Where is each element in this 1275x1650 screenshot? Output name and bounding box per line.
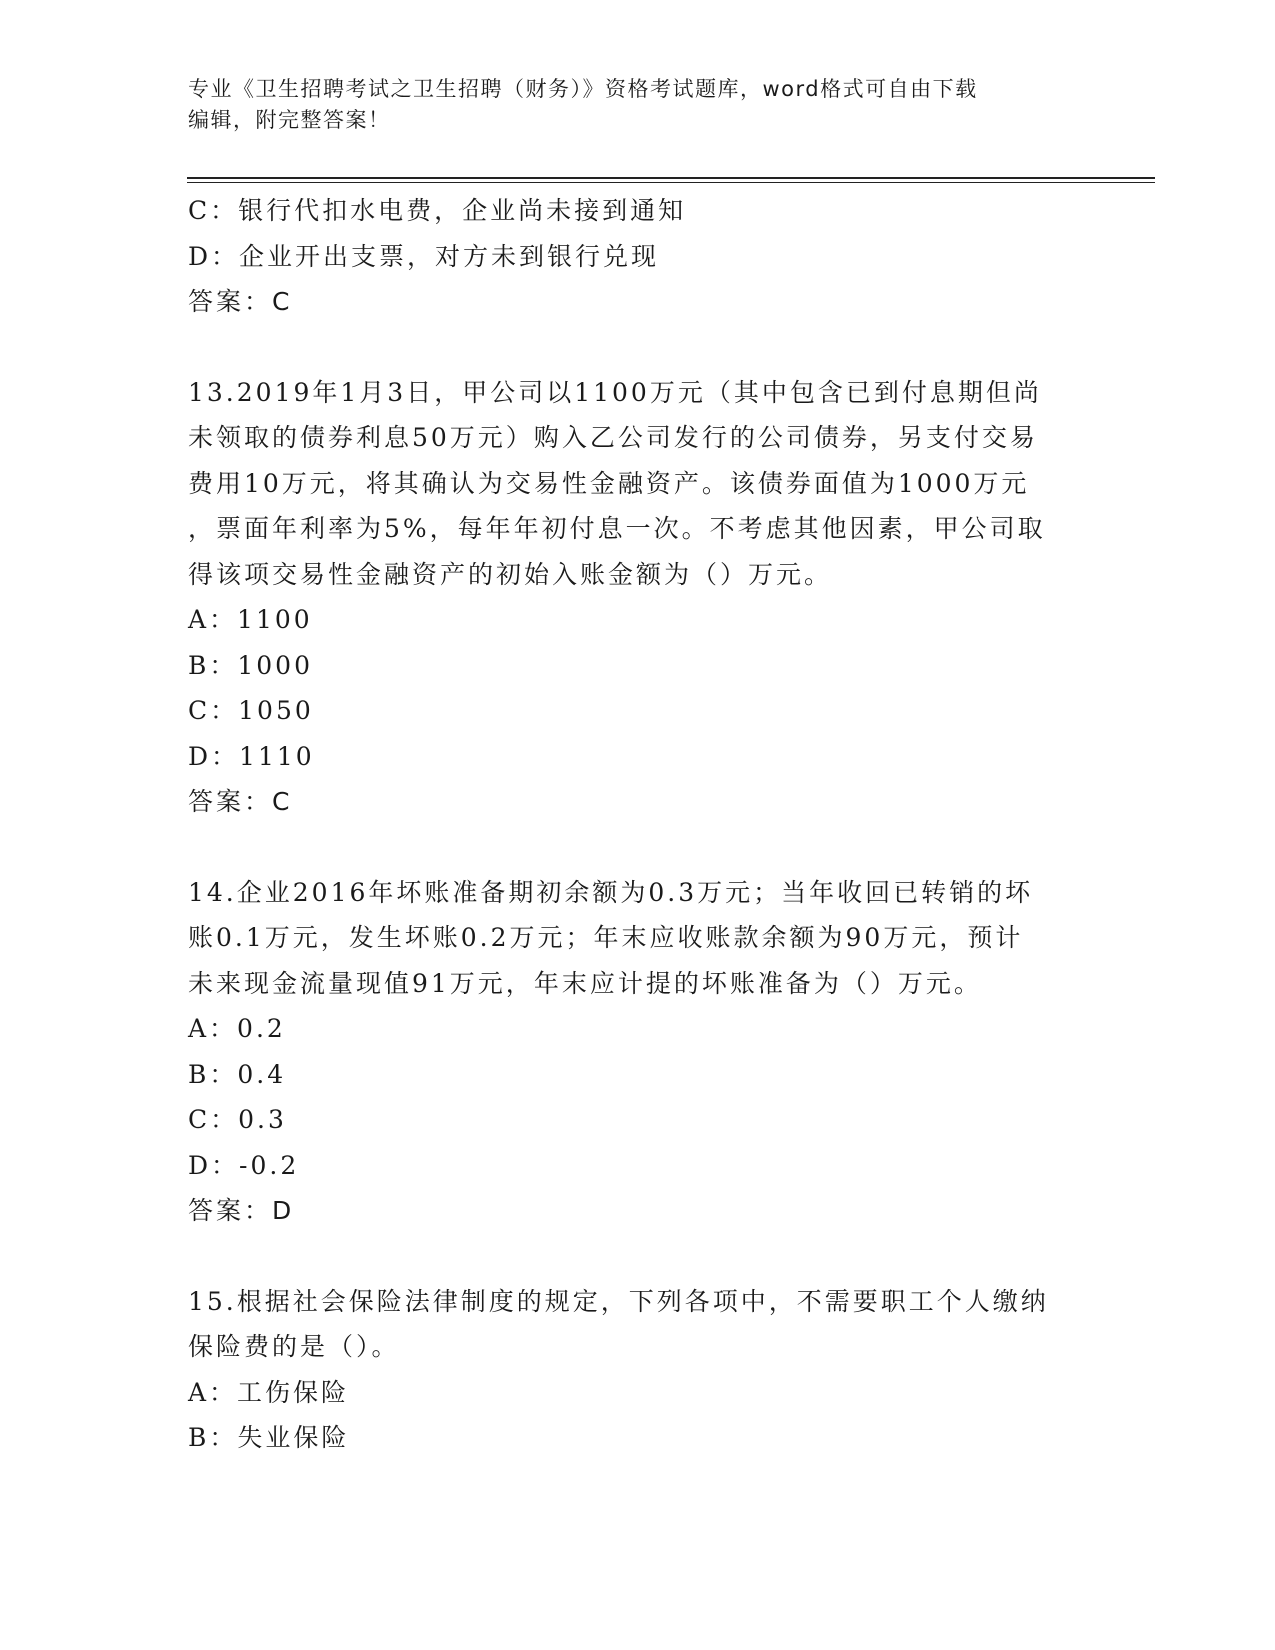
option-a: A：工伤保险	[188, 1377, 350, 1407]
option-d: D：1110	[188, 741, 315, 771]
question-14	[188, 870, 1088, 1234]
header-line-1: 专业《卫生招聘考试之卫生招聘（财务）》资格考试题库，word格式可自由下载	[188, 77, 978, 101]
question-stem-line: 得该项交易性金融资产的初始入账金额为（）万元。	[188, 559, 833, 589]
question-stem-line: 14.企业2016年坏账准备期初余额为0.3万元；当年收回已转销的坏	[188, 877, 1034, 907]
answer-label: 答案：C	[188, 287, 293, 316]
option-c: C：0.3	[188, 1105, 287, 1134]
question-stem-line: 15.根据社会保险法律制度的规定，下列各项中，不需要职工个人缴纳	[188, 1286, 1049, 1316]
option-c: C：1050	[188, 696, 314, 725]
option-d: D：-0.2	[188, 1150, 300, 1180]
option-b: B：失业保险	[188, 1423, 350, 1452]
header-divider-thick	[187, 177, 1155, 179]
header-divider-thin	[187, 182, 1155, 183]
option-c: C：银行代扣水电费，企业尚未接到通知	[188, 196, 687, 225]
answer-label: 答案：C	[188, 787, 293, 816]
answer-label: 答案：D	[188, 1196, 295, 1225]
question-stem-line: 未领取的债券利息50万元）购入乙公司发行的公司债券，另支付交易	[188, 423, 1038, 452]
question-stem-line: 未来现金流量现值91万元，年末应计提的坏账准备为（）万元。	[188, 968, 982, 998]
option-a: A：1100	[188, 605, 313, 634]
option-b: B：0.4	[188, 1059, 287, 1089]
question-stem-line: ，票面年利率为5%，每年年初付息一次。不考虑其他因素，甲公司取	[188, 514, 1046, 543]
document-body	[188, 188, 1088, 1461]
question-12-tail	[188, 188, 1088, 325]
option-a: A：0.2	[188, 1014, 286, 1043]
question-13	[188, 370, 1088, 825]
question-stem-line: 账0.1万元，发生坏账0.2万元；年末应收账款余额为90万元，预计	[188, 923, 1024, 952]
question-stem-line: 13.2019年1月3日，甲公司以1100万元（其中包含已到付息期但尚	[188, 377, 1042, 407]
header-line-2: 编辑，附完整答案！	[188, 108, 391, 132]
question-stem-line: 费用10万元，将其确认为交易性金融资产。该债券面值为1000万元	[188, 468, 1030, 498]
document-header	[188, 74, 1088, 136]
option-d: D：企业开出支票，对方未到银行兑现	[188, 241, 660, 271]
option-b: B：1000	[188, 650, 313, 680]
question-stem-line: 保险费的是（）。	[188, 1332, 400, 1361]
question-15	[188, 1279, 1088, 1461]
